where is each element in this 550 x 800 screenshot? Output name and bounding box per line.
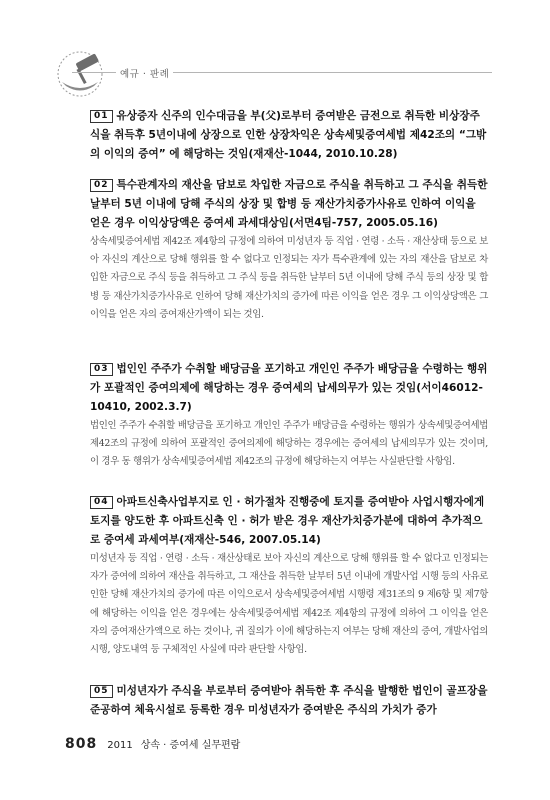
ruling-title-text: 미성년자가 주식을 부로부터 증여받아 취득한 후 주식을 발행한 법인이 골프장을 준공하여 체육시설로 등록한 경우 미성년자가 증여받은 주식의 가치가 증가 [90, 685, 488, 716]
gavel-icon [52, 48, 112, 98]
ruling-body: 상속세및증여세법 제42조 제4항의 규정에 의하여 미성년자 등 직업 · 연령 · 소득 · 재산상태 등으로 보아 자신의 계산으로 당해 행위를 할 수 없다고 인정되는 자가 특수관계에 있는 자의 재산을 담보로 차입한 자금으로 주식 등을 취득하고 그 주식 등을 취득한 날부터 5년 이내에 당해 주식 등의 상장 및 합병 등 재산가치증가사유로 인하여 당해 재산가치의 증가에 따른 이익을 얻은 경우 그 이익상당액은 그 이익을 얻은 자의 증여재산가액이 되는 것임. [90, 236, 488, 320]
footer-book-title: 상속 · 증여세 실무편람 [140, 740, 241, 751]
ruling-number-badge: 02 [90, 179, 113, 192]
ruling-entry-3 [90, 360, 488, 472]
ruling-entry-5 [90, 682, 488, 720]
ruling-number-badge: 03 [90, 363, 113, 376]
page-footer [65, 736, 240, 752]
ruling-title-text: 아파트신축사업부지로 인 · 허가절차 진행중에 토지를 증여받아 사업시행자에게 토지를 양도한 후 아파트신축 인 · 허가 받은 경우 재산가치증가분에 대하여 추가적으로 증여세 과세여부(재재산-546, 2007.05.14) [90, 496, 485, 546]
ruling-title [90, 493, 488, 550]
ruling-number-badge: 04 [90, 496, 113, 509]
ruling-title [90, 176, 488, 233]
ruling-title-text: 특수관계자의 재산을 담보로 차입한 자금으로 주식을 취득하고 그 주식을 취득한 날부터 5년 이내에 당해 주식의 상장 및 합병 등 재산가치증가사유로 인하여 이익을 얻은 경우 이익상당액은 증여세 과세대상임(서면4팀-757, 2005.05.16) [90, 179, 488, 229]
ruling-entry-2 [90, 176, 488, 324]
ruling-title [90, 682, 488, 720]
footer-year: 2011 [107, 740, 133, 751]
page-number: 808 [65, 736, 98, 752]
ruling-entry-4 [90, 493, 488, 659]
page-header [0, 48, 550, 98]
ruling-body: 법인인 주주가 수취할 배당금을 포기하고 개인인 주주가 배당금을 수령하는 행위가 상속세및증여세법 제42조의 규정에 의하여 포괄적인 증여의제에 해당하는 경우에는 증여세의 납세의무가 있는 것이며, 이 경우 동 행위가 상속세및증여세법 제42조의 규정에 해당하는지 여부는 사실판단할 사항임. [90, 420, 488, 468]
ruling-number-badge: 05 [90, 685, 113, 698]
ruling-title [90, 107, 488, 164]
section-label: 예규 · 판례 [116, 66, 173, 80]
ruling-body: 미성년자 등 직업 · 연령 · 소득 · 재산상태로 보아 자신의 계산으로 당해 행위를 할 수 없다고 인정되는 자가 증여에 의하여 재산을 취득하고, 그 재산을 취득한 날부터 5년 이내에 개발사업 시행 등의 사유로 인한 당해 재산가치의 증가에 따른 이익으로서 상속세및증여세법 시행령 제31조의 9 제6항 및 제7항에 해당하는 이익을 얻은 경우에는 상속세및증여세법 제42조 제4항의 규정에 의하여 그 이익을 얻은 자의 증여재산가액으로 하는 것이나, 귀 질의가 이에 해당하는지 여부는 당해 재산의 증여, 개발사업의 시행, 양도내역 등 구체적인 사실에 따라 판단할 사항임. [90, 553, 488, 656]
ruling-entry-1 [90, 107, 488, 164]
ruling-number-badge: 01 [90, 110, 113, 123]
ruling-title [90, 360, 488, 417]
ruling-title-text: 법인인 주주가 수취할 배당금을 포기하고 개인인 주주가 배당금을 수령하는 행위가 포괄적인 증여의제에 해당하는 경우 증여세의 납세의무가 있는 것임(서이46012-10410, 2002.3.7) [90, 363, 488, 413]
ruling-title-text: 유상증자 신주의 인수대금을 부(父)로부터 증여받은 금전으로 취득한 비상장주식을 취득후 5년이내에 상장으로 인한 상장차익은 상속세및증여세법 제42조의 “그밖의 이익의 증여” 에 해당하는 것임(재재산-1044, 2010.10.28) [90, 110, 487, 160]
